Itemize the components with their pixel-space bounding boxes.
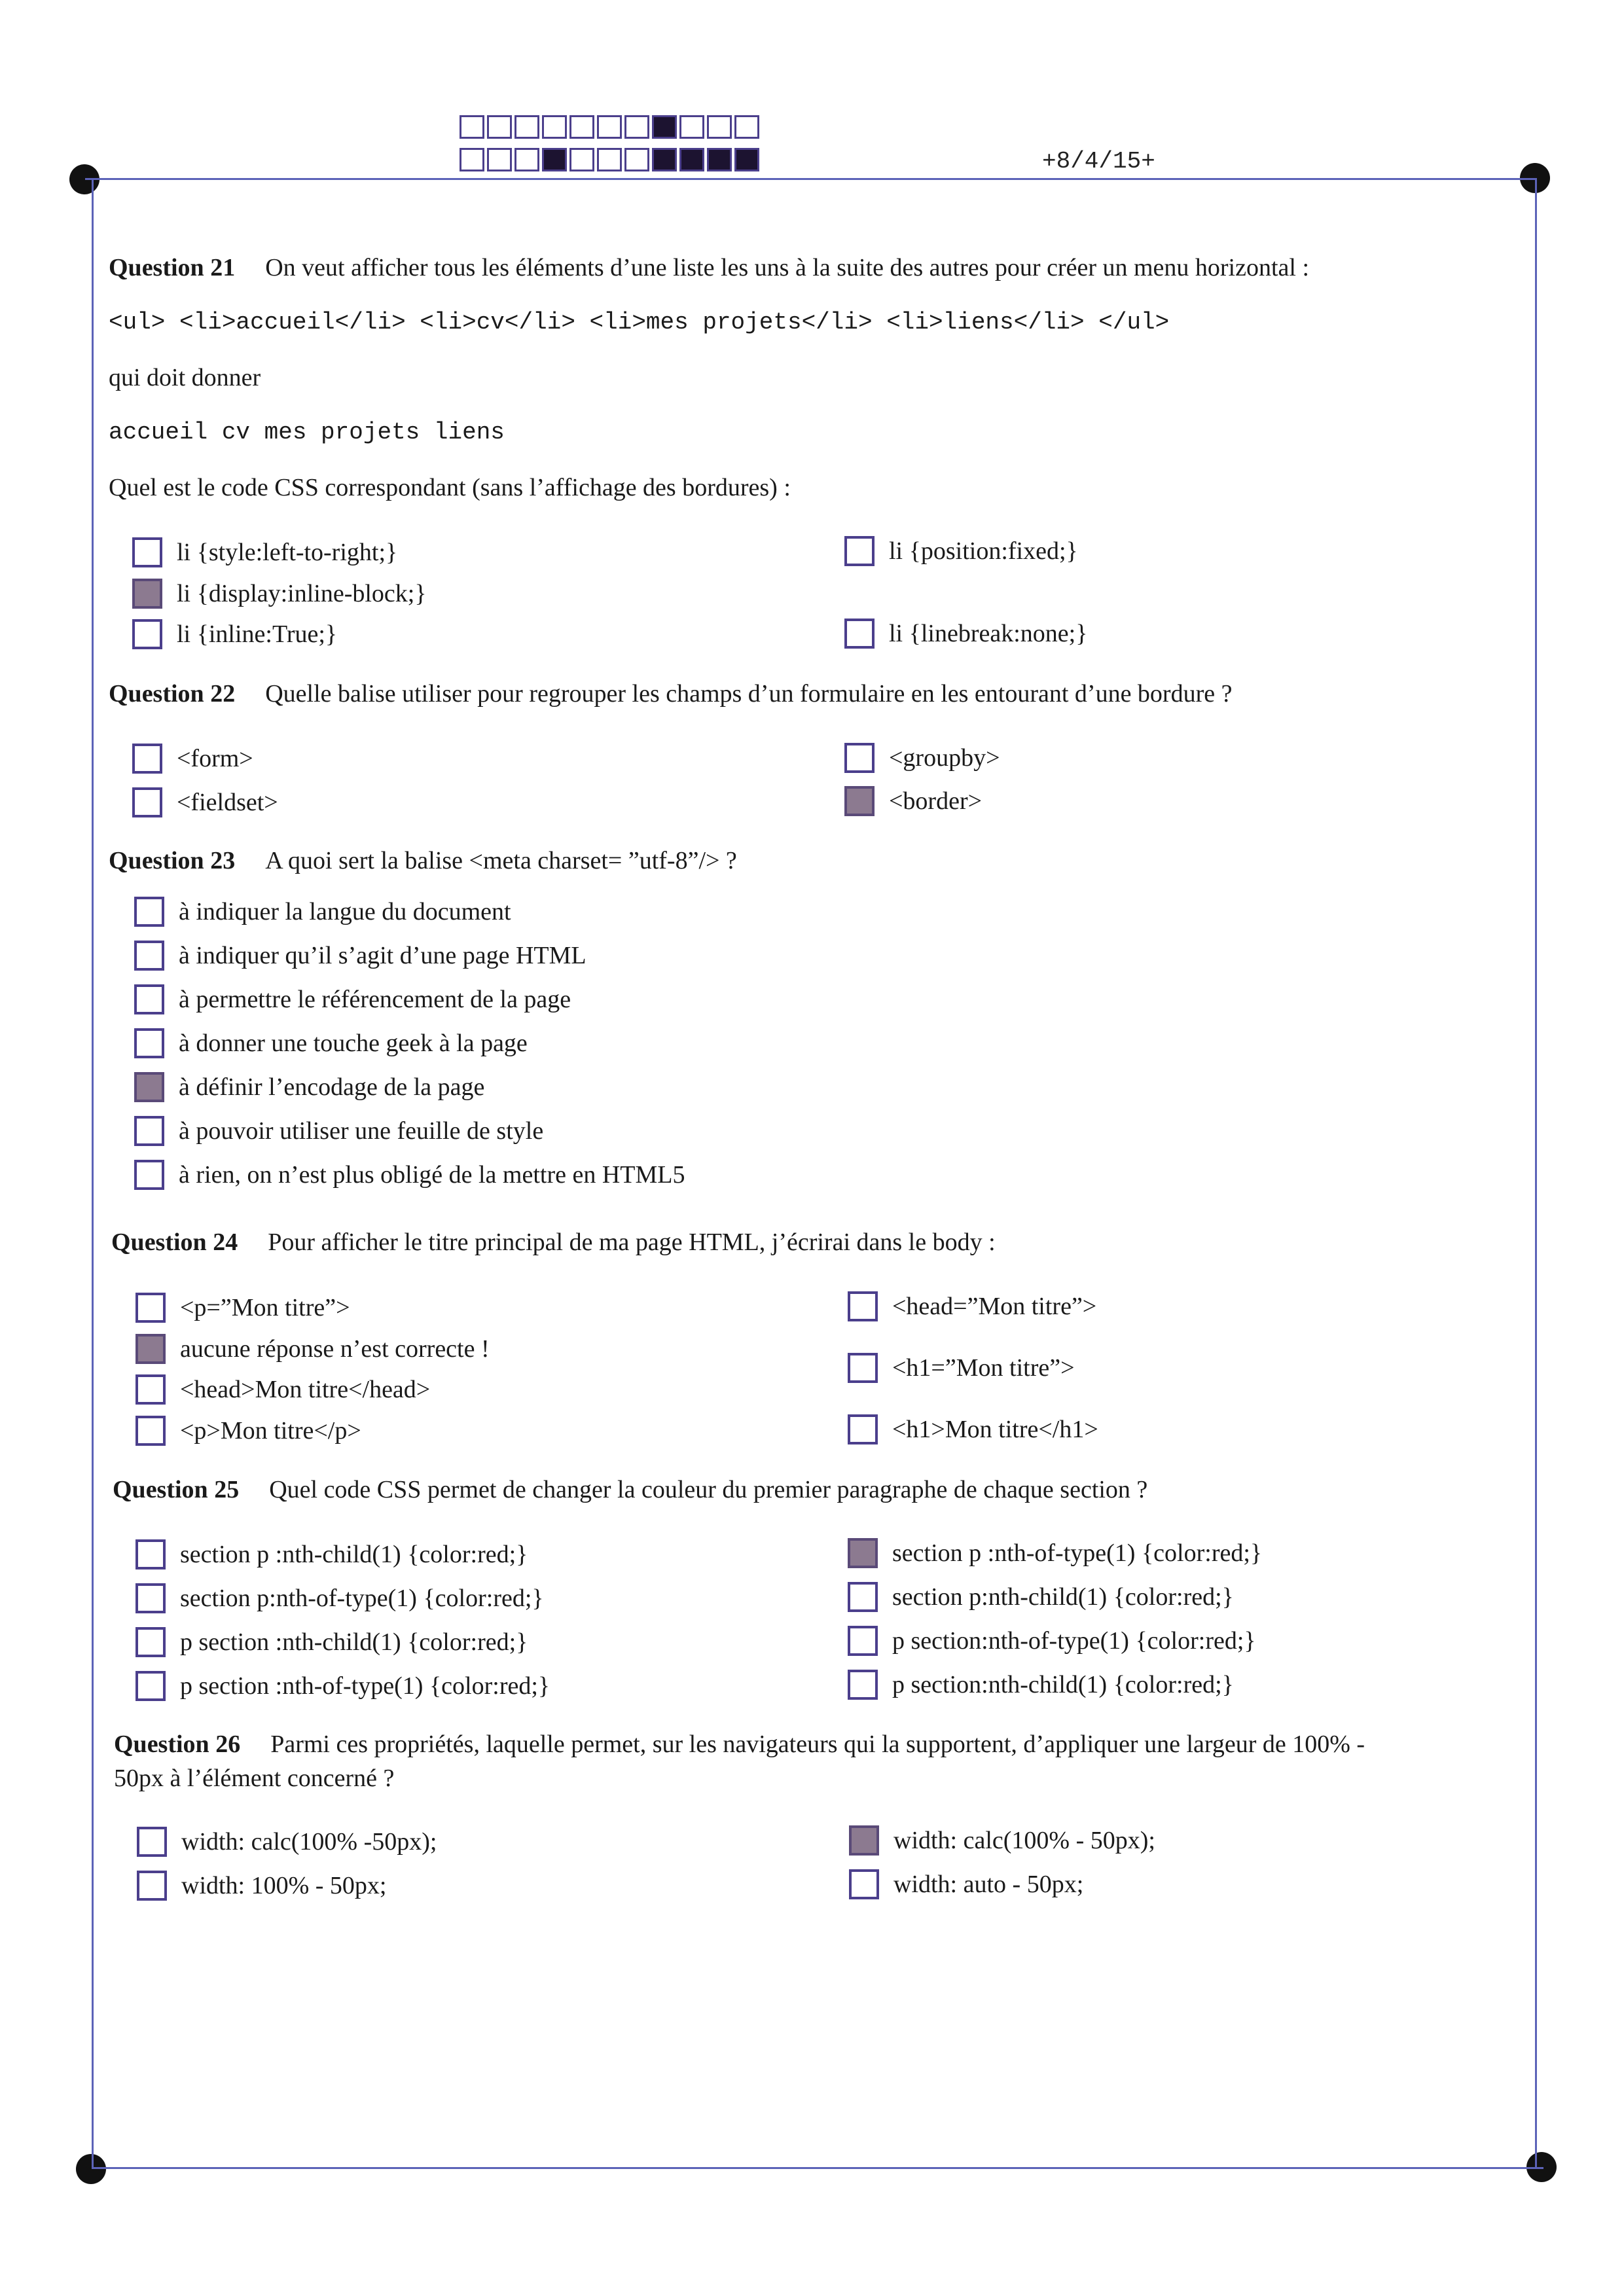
answer-option[interactable] <box>848 1579 1234 1615</box>
checkbox[interactable] <box>135 1539 166 1570</box>
checkbox[interactable] <box>849 1825 879 1856</box>
answer-option[interactable] <box>132 740 253 777</box>
checkbox[interactable] <box>134 1160 164 1190</box>
answer-label: à permettre le référencement de la page <box>179 986 571 1013</box>
answer-label: à définir l’encodage de la page <box>179 1073 485 1101</box>
answer-option[interactable] <box>135 1331 490 1367</box>
checkbox[interactable] <box>137 1871 167 1901</box>
answer-option[interactable] <box>848 1350 1075 1386</box>
answer-label: section p :nth-child(1) {color:red;} <box>180 1541 528 1568</box>
answer-label: width: calc(100% - 50px); <box>893 1827 1155 1854</box>
checkbox[interactable] <box>134 1028 164 1058</box>
question-26-header <box>114 1728 1365 1761</box>
answer-label: width: calc(100% -50px); <box>181 1828 437 1856</box>
question-25-header <box>113 1473 1147 1506</box>
answer-label: <p>Mon titre</p> <box>180 1417 361 1444</box>
checkbox[interactable] <box>844 743 875 773</box>
answer-label: width: auto - 50px; <box>893 1871 1084 1898</box>
question-text: Parmi ces propriétés, laquelle permet, sur les navigateurs qui la supportent, d’appliquer une largeur de 100% - <box>270 1731 1365 1758</box>
question-text: qui doit donner <box>109 364 261 391</box>
answer-option[interactable] <box>134 981 571 1018</box>
answer-label: section p:nth-child(1) {color:red;} <box>892 1583 1234 1611</box>
question-number: Question 23 <box>109 847 236 874</box>
code-box <box>624 148 649 171</box>
checkbox[interactable] <box>132 619 162 649</box>
code-box <box>487 148 512 171</box>
question-22-header <box>109 677 1232 710</box>
answer-label: <h1=”Mon titre”> <box>892 1354 1075 1382</box>
checkbox[interactable] <box>848 1353 878 1383</box>
code-box <box>679 148 704 171</box>
checkbox[interactable] <box>135 1416 166 1446</box>
question-text: Quel code CSS permet de changer la couleur du premier paragraphe de chaque section ? <box>269 1476 1148 1503</box>
answer-label: à donner une touche geek à la page <box>179 1030 528 1057</box>
checkbox[interactable] <box>135 1334 166 1364</box>
answer-option[interactable] <box>132 534 397 571</box>
answer-option[interactable] <box>135 1289 350 1326</box>
answer-option[interactable] <box>849 1866 1083 1903</box>
question-number: Question 26 <box>114 1731 241 1758</box>
checkbox[interactable] <box>137 1827 167 1857</box>
answer-label: li {style:left-to-right;} <box>177 539 398 566</box>
answer-label: li {display:inline-block;} <box>177 580 427 607</box>
answer-option[interactable] <box>135 1412 361 1449</box>
frame-top <box>85 178 1537 180</box>
code-box <box>734 115 759 139</box>
answer-label: li {inline:True;} <box>177 620 338 648</box>
checkbox[interactable] <box>848 1414 878 1444</box>
answer-option[interactable] <box>844 740 1000 776</box>
answer-option[interactable] <box>134 1069 484 1105</box>
answer-label: section p:nth-of-type(1) {color:red;} <box>180 1585 544 1612</box>
checkbox[interactable] <box>134 1072 164 1102</box>
page-code-row-2 <box>460 148 762 171</box>
checkbox[interactable] <box>132 787 162 817</box>
answer-label: <head>Mon titre</head> <box>180 1376 431 1403</box>
question-text: Pour afficher le titre principal de ma page HTML, j’écrirai dans le body : <box>268 1229 996 1256</box>
checkbox[interactable] <box>844 619 875 649</box>
checkbox[interactable] <box>844 536 875 566</box>
code-snippet: <ul> <li>accueil</li> <li>cv</li> <li>mes projets</li> <li>liens</li> </ul> <box>109 309 1170 336</box>
answer-label: p section:nth-of-type(1) {color:red;} <box>892 1627 1256 1655</box>
question-text-continued: 50px à l’élément concerné ? <box>114 1765 395 1792</box>
checkbox[interactable] <box>848 1582 878 1612</box>
code-box <box>514 148 539 171</box>
page-code-row-1 <box>460 115 762 139</box>
answer-option[interactable] <box>848 1666 1234 1703</box>
checkbox[interactable] <box>848 1670 878 1700</box>
code-snippet: accueil cv mes projets liens <box>109 419 505 446</box>
checkbox[interactable] <box>135 1627 166 1657</box>
question-23-header <box>109 844 737 877</box>
question-text: Quel est le code CSS correspondant (sans l’affichage des bordures) : <box>109 474 791 501</box>
code-box <box>707 115 732 139</box>
answer-option[interactable] <box>849 1822 1155 1859</box>
answer-label: section p :nth-of-type(1) {color:red;} <box>892 1539 1263 1567</box>
answer-label: <p=”Mon titre”> <box>180 1294 350 1321</box>
answer-label: <form> <box>177 745 253 772</box>
answer-option[interactable] <box>132 784 278 821</box>
code-box <box>569 148 594 171</box>
checkbox[interactable] <box>134 984 164 1014</box>
answer-label: li {linebreak:none;} <box>889 620 1088 647</box>
code-box <box>652 115 677 139</box>
code-box <box>597 148 622 171</box>
checkbox[interactable] <box>132 744 162 774</box>
answer-option[interactable] <box>132 575 427 612</box>
checkbox[interactable] <box>844 786 875 816</box>
answer-label: li {position:fixed;} <box>889 537 1078 565</box>
answer-option[interactable] <box>134 1025 528 1062</box>
code-box <box>569 115 594 139</box>
code-box <box>734 148 759 171</box>
code-box <box>597 115 622 139</box>
question-number: Question 21 <box>109 254 236 281</box>
code-box <box>460 115 484 139</box>
answer-label: à pouvoir utiliser une feuille de style <box>179 1117 544 1145</box>
answer-label: à rien, on n’est plus obligé de la mettre en HTML5 <box>179 1161 685 1189</box>
answer-option[interactable] <box>848 1411 1098 1448</box>
answer-option[interactable] <box>135 1371 430 1408</box>
code-box <box>624 115 649 139</box>
answer-option[interactable] <box>134 893 511 930</box>
question-number: Question 22 <box>109 680 236 708</box>
checkbox[interactable] <box>135 1583 166 1613</box>
checkbox[interactable] <box>848 1291 878 1321</box>
answer-option[interactable] <box>135 1580 544 1617</box>
answer-option[interactable] <box>844 783 982 819</box>
answer-option[interactable] <box>135 1536 528 1573</box>
answer-label: <groupby> <box>889 744 1000 772</box>
answer-option[interactable] <box>848 1623 1256 1659</box>
answer-option[interactable] <box>844 533 1078 569</box>
checkbox[interactable] <box>848 1538 878 1568</box>
frame-right <box>1535 178 1537 2168</box>
answer-option[interactable] <box>137 1823 437 1860</box>
checkbox[interactable] <box>134 941 164 971</box>
code-box <box>679 115 704 139</box>
page-id: +8/4/15+ <box>1042 148 1155 175</box>
question-24-header <box>111 1226 996 1259</box>
question-text: On veut afficher tous les éléments d’une liste les uns à la suite des autres pour créer un menu horizontal : <box>265 254 1310 281</box>
answer-option[interactable] <box>135 1624 528 1660</box>
code-box <box>707 148 732 171</box>
checkbox[interactable] <box>135 1374 166 1405</box>
registration-mark-bottom-left <box>76 2154 106 2184</box>
answer-label: aucune réponse n’est correcte ! <box>180 1335 490 1363</box>
checkbox[interactable] <box>134 1116 164 1146</box>
answer-label: <head=”Mon titre”> <box>892 1293 1097 1320</box>
answer-option[interactable] <box>134 937 586 974</box>
frame-left <box>92 178 94 2168</box>
question-number: Question 24 <box>111 1229 238 1256</box>
answer-label: à indiquer qu’il s’agit d’une page HTML <box>179 942 586 969</box>
question-text: Quelle balise utiliser pour regrouper les champs d’un formulaire en les entourant d’une bordure ? <box>265 680 1233 708</box>
question-number: Question 25 <box>113 1476 240 1503</box>
answer-label: width: 100% - 50px; <box>181 1872 387 1899</box>
answer-option[interactable] <box>848 1288 1096 1325</box>
frame-bottom <box>92 2167 1543 2169</box>
code-box <box>652 148 677 171</box>
checkbox[interactable] <box>132 537 162 567</box>
answer-option[interactable] <box>134 1113 543 1149</box>
checkbox[interactable] <box>134 897 164 927</box>
checkbox[interactable] <box>848 1626 878 1656</box>
answer-label: p section:nth-child(1) {color:red;} <box>892 1671 1234 1698</box>
answer-option[interactable] <box>848 1535 1262 1571</box>
code-box <box>514 115 539 139</box>
question-21-header <box>109 251 1309 284</box>
checkbox[interactable] <box>132 579 162 609</box>
answer-label: p section :nth-child(1) {color:red;} <box>180 1628 528 1656</box>
code-box <box>487 115 512 139</box>
code-box <box>460 148 484 171</box>
answer-option[interactable] <box>135 1668 550 1704</box>
answer-label: <h1>Mon titre</h1> <box>892 1416 1098 1443</box>
answer-option[interactable] <box>844 615 1087 652</box>
answer-label: p section :nth-of-type(1) {color:red;} <box>180 1672 550 1700</box>
question-text: A quoi sert la balise <meta charset= ”utf-8”/> ? <box>265 847 737 874</box>
answer-option[interactable] <box>132 616 337 653</box>
answer-label: à indiquer la langue du document <box>179 898 511 925</box>
checkbox[interactable] <box>849 1869 879 1899</box>
answer-option[interactable] <box>134 1157 685 1193</box>
answer-label: <border> <box>889 787 983 815</box>
code-box <box>542 115 567 139</box>
checkbox[interactable] <box>135 1671 166 1701</box>
code-box <box>542 148 567 171</box>
answer-option[interactable] <box>137 1867 386 1904</box>
answer-label: <fieldset> <box>177 789 278 816</box>
checkbox[interactable] <box>135 1293 166 1323</box>
